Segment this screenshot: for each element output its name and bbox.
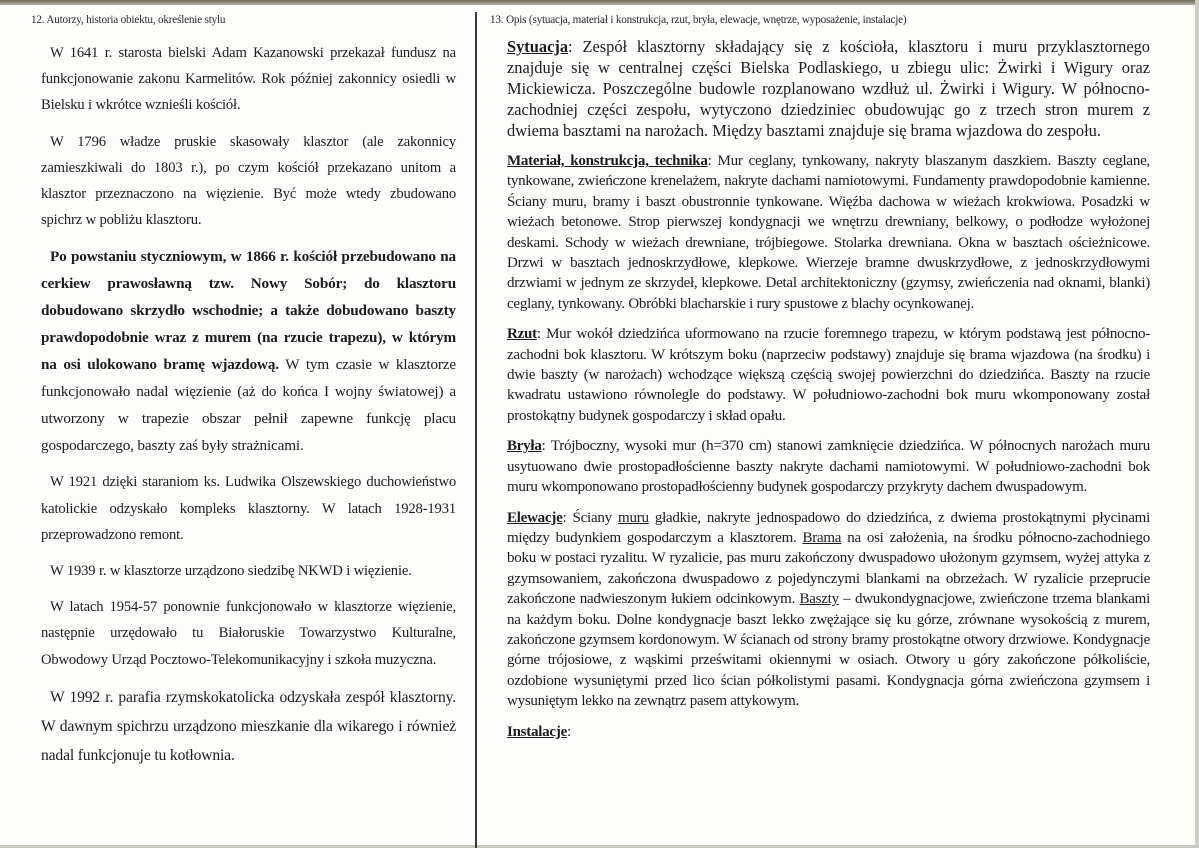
term-baszty: Baszty	[799, 591, 839, 608]
section-rzut	[507, 324, 1150, 426]
column-divider	[475, 12, 477, 848]
text-elewacje-2: gładkie, nakryte jednospadowo do dziedzińca, z dwiema prostokątnymi płycinami między budynkiem gospodarczym a klasztorem.	[507, 509, 1150, 546]
text-instalacje: :	[567, 723, 571, 740]
text-sytuacja: : Zespół klasztorny składający się z kościoła, klasztoru i muru przyklasztornego znajduje się w centralnej części Bielska Podlaskiego, u zbiegu ulic: Żwirki i Wigury oraz Mickiewicza. Poszczególne budowle rozplanowano wzdłuż ul. Żwirki i Wigury. W północno-zachodniej części zespołu, wytyczono dziedziniec obudowując go z trzech stron murem z dwiema basztami na narożach. Między basztami znajduje się brama wjazdowa do zespołu.	[507, 37, 1150, 140]
text-rzut: : Mur wokół dziedzińca uformowano na rzucie foremnego trapezu, w którym podstawą jest północno-zachodni bok klasztoru. W krótszym boku (naprzeciw podstawy) znajduje się brama wjazdowa (na środku) i dwie baszty (w narożach) wchodzące większą częścią swojej powierzchni do dziedzińca. Baszty na rzucie kwadratu ustawiono równolegle do podstawy. W południowo-zachodni bok muru wkomponowany został prostokątny budynek gospodarczy i skład opału.	[507, 326, 1150, 424]
history-paragraph-1866	[41, 243, 456, 459]
text-elewacje-3: na osi założenia, na środku północno-zachodniego boku w postaci ryzalitu. W ryzalicie, pas muru zakończony dwuspadowo ułożonym gzymsem, wyżej attyka z gzymsowaniem, zakończona dwuspadowo z pojedynczymi blankami na obrzeżach. W ryzalicie przeprucie zakończone nadwieszonym łukiem odcinkowym.	[507, 529, 1150, 608]
scan-right-edge	[1195, 0, 1199, 848]
history-paragraph-1641: W 1641 r. starosta bielski Adam Kazanowski przekazał fundusz na funkcjonowanie zakonu Karmelitów. Rok później zakonnicy osiedli w Bielsku i wkrótce wznieśli kościół.	[41, 45, 456, 114]
history-paragraph-1939: W 1939 r. w klasztorze urządzono siedzibę NKWD i więzienie.	[50, 563, 412, 580]
history-paragraph-1921: W 1921 dzięki staraniom ks. Ludwika Olszewskiego duchowieństwo katolickie odzyskało kompleks klasztorny. W latach 1928-1931 przeprowadzono remont.	[41, 474, 456, 543]
label-instalacje: Instalacje	[507, 723, 567, 740]
term-muru: muru	[618, 509, 649, 526]
section-13-header: 13. Opis (sytuacja, materiał i konstrukcja, rzut, bryła, elewacje, wnętrze, wyposażenie, instalacje)	[490, 14, 907, 26]
history-paragraph-1954: W latach 1954-57 ponownie funkcjonowało w klasztorze więzienie, następnie urzędowało tu Białoruskie Towarzystwo Kulturalne, Obwodowy Urząd Pocztowo-Telekomunikacyjny i szkoła muzyczna.	[41, 599, 456, 668]
section-material	[507, 151, 1150, 314]
label-bryla: Bryła	[507, 438, 542, 455]
text-bryla: : Trójboczny, wysoki mur (h=370 cm) stanowi zamknięcie dziedzińca. W północnych narożach muru usytuowano dwie prostopadłościenne baszty nakryte dachami namiotowymi. W południowo-zachodni bok muru wkomponowano prostopadłościenny budynek gospodarczy przykryty dachem dwuspadowym.	[507, 438, 1150, 496]
section-sytuacja	[507, 36, 1150, 141]
history-column	[31, 14, 456, 780]
history-paragraph-1992: W 1992 r. parafia rzymskokatolicka odzyskała zespół klasztorny. W dawnym spichrzu urządzono mieszkanie dla wikarego i również nadal funkcjonuje tu kotłownia.	[41, 688, 456, 764]
section-bryla	[507, 436, 1150, 497]
text-elewacje-1: : Ściany	[562, 509, 619, 526]
section-12-header: 12. Autorzy, historia obiektu, określenie stylu	[31, 14, 226, 26]
description-column	[490, 14, 1150, 752]
history-1866-bold-text: Po powstaniu styczniowym, w 1866 r. kościół przebudowano na cerkiew prawosławną tzw. Nowy Sobór; do klasztoru dobudowano skrzydło wschodnie; a także dobudowano baszty prawdopodobnie wraz z murem (na rzucie trapezu), w którym na osi ulokowano bramę wjazdową.	[41, 248, 456, 374]
label-elewacje: Elewacje	[507, 509, 563, 526]
section-instalacje	[507, 722, 1150, 742]
section-elewacje	[507, 508, 1150, 712]
history-paragraph-1796: W 1796 władze pruskie skasowały klasztor (ale zakonnicy zamieszkiwali do 1803 r.), po czym kościół przekazano unitom a klasztor przeznaczono na więzienie. Być może wtedy zbudowano spichrz w pobliżu klasztoru.	[41, 133, 456, 229]
label-material: Materiał, konstrukcja, technika	[507, 153, 708, 169]
text-material: : Mur ceglany, tynkowany, nakryty blaszanym daszkiem. Baszty ceglane, tynkowane, zwieńczone krenelażem, nakryte dachami namiotowymi. Fundamenty prawdopodobnie kamienne. Ściany muru, bramy i baszt obustronnie tynkowane. Więźba dachowa w wieżach krokwiowa. Posadzki w wieżach betonowe. Strop pierwszej kondygnacji we wnętrzu drewniany, belkowy, o podłodze wyłożonej deskami. Schody w wieżach drewniane, trójbiegowe. Stolarka drewniana. Okna w basztach ościeżnicowe. Drzwi w basztach jednoskrzydłowe, klepkowe. Wierzeje bramne dwuskrzydłowe, z jednoskrzydłowymi drzwiami w jednym ze skrzydeł, klepkowe. Detal architektoniczny (gzymsy, zwieńczenia nad oknami, blanki) ceglany, tynkowany. Obróbki blacharskie i rury spustowe z blachy ocynkowanej.	[507, 153, 1150, 312]
label-sytuacja: Sytuacja	[507, 37, 569, 56]
scan-top-edge	[0, 0, 1199, 5]
text-elewacje-4: – dwukondygnacjowe, zwieńczone trzema blankami na każdym boku. Dolne kondygnacje baszt lekko zwężające się ku górze, zrównane wysokością z murem, zakończone gzymsem kordonowym. W ścianach od strony bramy prostokątne otwory drzwiowe. Kondygnacje górne trójosiowe, z wąskimi prześwitami okiennymi w osiach. Otwory u góry zakończone półkoliście, ozdobione wysuniętymi przed lico ścian półkolistymi pasami. Kondygnacja górna zwieńczona gzymsem i wysuniętym lekko na zewnątrz pasem attykowym.	[507, 591, 1150, 710]
term-brama: Brama	[802, 529, 842, 546]
label-rzut: Rzut	[507, 326, 537, 343]
history-1866-text: W tym czasie w klasztorze funkcjonowało nadal więzienie (aż do końca I wojny światowej) a utworzony w trapezie obszar pełnił zapewne funkcję placu gospodarczego, baszty zaś były strażnicami.	[41, 356, 456, 455]
